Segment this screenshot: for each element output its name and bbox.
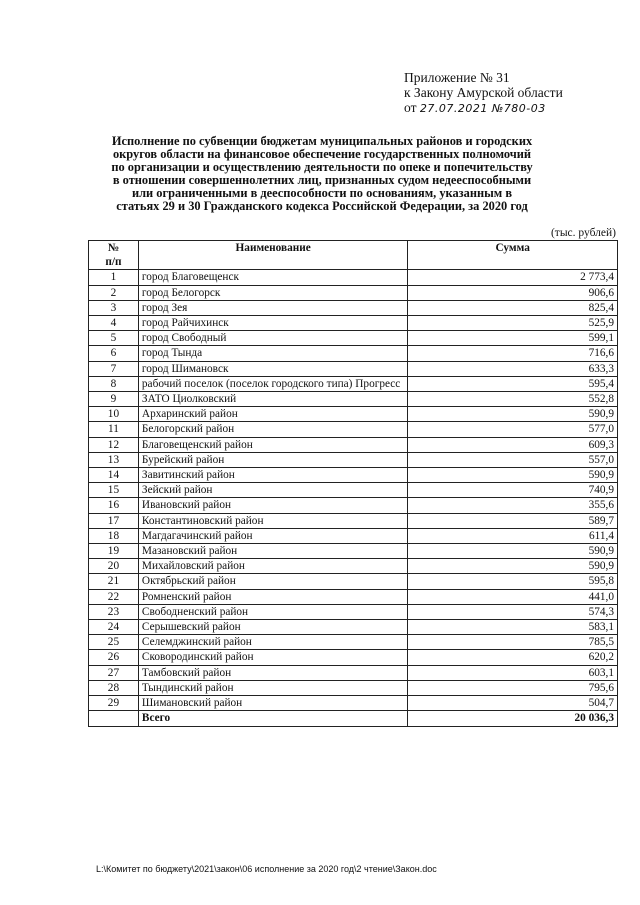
table-row <box>89 528 618 543</box>
row-sum: 716,6 <box>408 346 618 361</box>
table-row <box>89 498 618 513</box>
row-number: 16 <box>89 498 139 513</box>
row-name: Тамбовский район <box>138 665 408 680</box>
row-name: Константиновский район <box>138 513 408 528</box>
row-number: 20 <box>89 559 139 574</box>
row-number: 28 <box>89 680 139 695</box>
row-sum: 441,0 <box>408 589 618 604</box>
row-name: Бурейский район <box>138 452 408 467</box>
table-row <box>89 376 618 391</box>
row-name: Архаринский район <box>138 407 408 422</box>
row-sum: 355,6 <box>408 498 618 513</box>
table-row <box>89 604 618 619</box>
row-name: рабочий поселок (поселок городского типа) Прогресс <box>138 376 408 391</box>
table-row <box>89 574 618 589</box>
table-row <box>89 559 618 574</box>
row-sum: 590,9 <box>408 468 618 483</box>
row-number: 25 <box>89 635 139 650</box>
table-row <box>89 620 618 635</box>
row-number: 29 <box>89 696 139 711</box>
total-empty-cell <box>89 711 139 726</box>
table-row <box>89 544 618 559</box>
row-name: Сковородинский район <box>138 650 408 665</box>
row-name: Тындинский район <box>138 680 408 695</box>
appendix-line-1: Приложение № 31 <box>404 70 510 85</box>
row-name: ЗАТО Циолковский <box>138 392 408 407</box>
table-row <box>89 650 618 665</box>
row-name: город Свободный <box>138 331 408 346</box>
title-line: по организации и осуществлению деятельности по опеке и попечительству <box>111 160 533 174</box>
row-sum: 611,4 <box>408 528 618 543</box>
row-sum: 620,2 <box>408 650 618 665</box>
title-line: округов области на финансовое обеспечение государственных полномочий <box>112 147 532 161</box>
appendix-line-3 <box>404 100 624 116</box>
title-line: в отношении совершеннолетних лиц, признанных судом недееспособными <box>112 173 532 187</box>
table-row <box>89 513 618 528</box>
row-sum: 825,4 <box>408 300 618 315</box>
header-num <box>89 241 139 270</box>
row-sum: 557,0 <box>408 452 618 467</box>
row-sum: 785,5 <box>408 635 618 650</box>
appendix-date-prefix: от <box>404 100 417 115</box>
row-sum: 609,3 <box>408 437 618 452</box>
row-name: Ивановский район <box>138 498 408 513</box>
row-name: город Райчихинск <box>138 316 408 331</box>
row-name: город Благовещенск <box>138 270 408 285</box>
table-body <box>89 270 618 726</box>
subvention-table <box>88 240 618 727</box>
table-row <box>89 392 618 407</box>
row-name: Зейский район <box>138 483 408 498</box>
row-number: 10 <box>89 407 139 422</box>
row-sum: 595,4 <box>408 376 618 391</box>
table-row <box>89 468 618 483</box>
row-number: 8 <box>89 376 139 391</box>
title-line: статьях 29 и 30 Гражданского кодекса Российской Федерации, за 2020 год <box>116 199 528 213</box>
appendix-line-2: к Закону Амурской области <box>404 85 563 100</box>
row-number: 23 <box>89 604 139 619</box>
row-name: Свободненский район <box>138 604 408 619</box>
row-name: город Белогорск <box>138 285 408 300</box>
table-row <box>89 452 618 467</box>
total-row <box>89 711 618 726</box>
row-name: Завитинский район <box>138 468 408 483</box>
table-row <box>89 589 618 604</box>
total-label: Всего <box>138 711 408 726</box>
row-number: 12 <box>89 437 139 452</box>
row-number: 7 <box>89 361 139 376</box>
row-number: 22 <box>89 589 139 604</box>
document-title <box>84 135 560 213</box>
table-row <box>89 437 618 452</box>
row-number: 9 <box>89 392 139 407</box>
table-row <box>89 483 618 498</box>
row-number: 6 <box>89 346 139 361</box>
table-row <box>89 680 618 695</box>
row-name: Благовещенский район <box>138 437 408 452</box>
row-number: 3 <box>89 300 139 315</box>
units-label: (тыс. рублей) <box>550 227 616 239</box>
row-name: город Шимановск <box>138 361 408 376</box>
row-name: Белогорский район <box>138 422 408 437</box>
row-name: Мазановский район <box>138 544 408 559</box>
table-row <box>89 346 618 361</box>
file-path-footer: L:\Комитет по бюджету\2021\закон\06 исполнение за 2020 год\2 чтение\Закон.doc <box>96 864 437 874</box>
row-sum: 603,1 <box>408 665 618 680</box>
total-sum: 20 036,3 <box>408 711 618 726</box>
row-name: Октябрьский район <box>138 574 408 589</box>
table-row <box>89 331 618 346</box>
row-sum: 595,8 <box>408 574 618 589</box>
table-row <box>89 665 618 680</box>
table-row <box>89 285 618 300</box>
handwritten-date-number: 27.07.2021 №780-03 <box>419 102 546 115</box>
table-row <box>89 635 618 650</box>
table-row <box>89 407 618 422</box>
row-sum: 2 773,4 <box>408 270 618 285</box>
row-number: 27 <box>89 665 139 680</box>
row-sum: 574,3 <box>408 604 618 619</box>
header-num-line1: № <box>107 242 120 254</box>
row-number: 1 <box>89 270 139 285</box>
row-sum: 740,9 <box>408 483 618 498</box>
row-name: Ромненский район <box>138 589 408 604</box>
row-name: Селемджинский район <box>138 635 408 650</box>
title-line: или ограниченными в дееспособности по основаниям, указанным в <box>131 186 513 200</box>
row-sum: 504,7 <box>408 696 618 711</box>
table-row <box>89 300 618 315</box>
row-sum: 599,1 <box>408 331 618 346</box>
row-sum: 525,9 <box>408 316 618 331</box>
row-number: 15 <box>89 483 139 498</box>
row-number: 17 <box>89 513 139 528</box>
row-number: 24 <box>89 620 139 635</box>
row-number: 11 <box>89 422 139 437</box>
row-sum: 589,7 <box>408 513 618 528</box>
row-name: Михайловский район <box>138 559 408 574</box>
row-name: Серышевский район <box>138 620 408 635</box>
row-number: 19 <box>89 544 139 559</box>
table-header-row <box>89 241 618 270</box>
row-name: город Зея <box>138 300 408 315</box>
row-sum: 590,9 <box>408 559 618 574</box>
header-sum: Сумма <box>408 241 618 270</box>
table-row <box>89 696 618 711</box>
row-number: 2 <box>89 285 139 300</box>
row-sum: 906,6 <box>408 285 618 300</box>
row-number: 21 <box>89 574 139 589</box>
row-number: 14 <box>89 468 139 483</box>
row-sum: 633,3 <box>408 361 618 376</box>
row-sum: 552,8 <box>408 392 618 407</box>
row-name: город Тында <box>138 346 408 361</box>
row-number: 5 <box>89 331 139 346</box>
row-number: 26 <box>89 650 139 665</box>
row-sum: 590,9 <box>408 544 618 559</box>
row-name: Шимановский район <box>138 696 408 711</box>
table-row <box>89 316 618 331</box>
row-sum: 590,9 <box>408 407 618 422</box>
row-sum: 583,1 <box>408 620 618 635</box>
title-line: Исполнение по субвенции бюджетам муниципальных районов и городских <box>111 134 533 148</box>
table-row <box>89 422 618 437</box>
header-num-line2: п/п <box>105 256 122 269</box>
row-name: Магдагачинский район <box>138 528 408 543</box>
row-number: 4 <box>89 316 139 331</box>
header-name: Наименование <box>138 241 408 270</box>
row-number: 13 <box>89 452 139 467</box>
table-row <box>89 361 618 376</box>
row-sum: 795,6 <box>408 680 618 695</box>
table-row <box>89 270 618 285</box>
row-sum: 577,0 <box>408 422 618 437</box>
row-number: 18 <box>89 528 139 543</box>
appendix-block <box>404 70 624 116</box>
